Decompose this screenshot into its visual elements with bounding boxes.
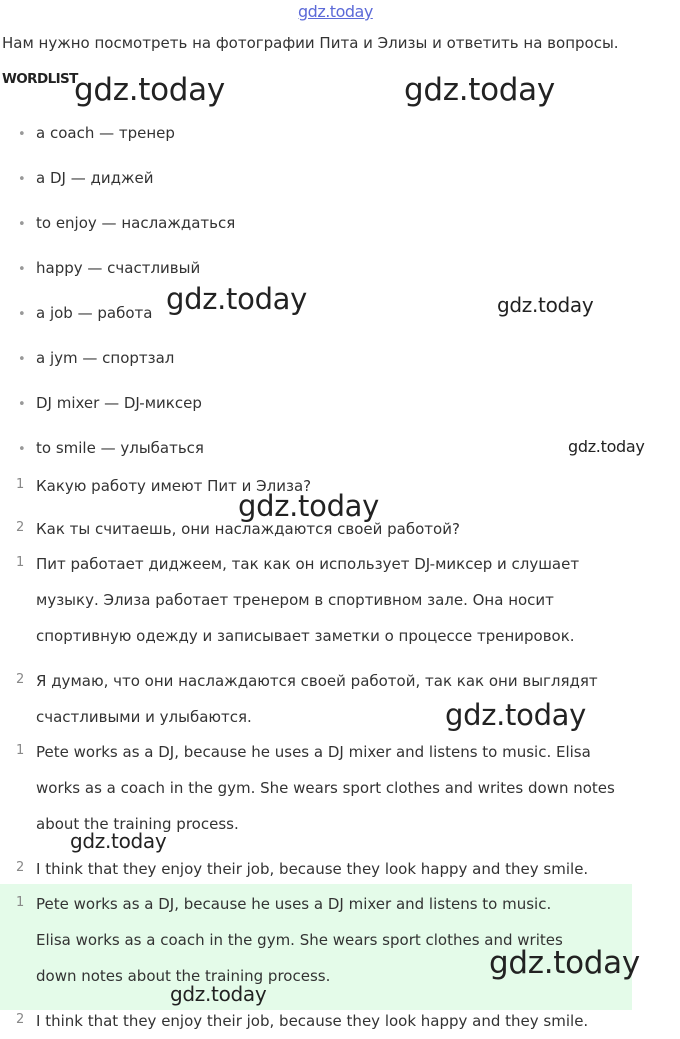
bullet-icon: • xyxy=(18,262,26,277)
watermark: gdz.today xyxy=(489,945,640,981)
answer-line: about the training process. xyxy=(36,815,239,833)
answer-line: Пит работает диджеем, так как он использует DJ-миксер и слушает xyxy=(36,555,580,573)
bullet-icon: • xyxy=(18,217,26,232)
answer-line: I think that they enjoy their job, because they look happy and they smile. xyxy=(36,860,589,878)
list-number: 2 xyxy=(16,860,25,875)
watermark: gdz.today xyxy=(170,982,267,1006)
answer-line: I think that they enjoy their job, because they look happy and they smile. xyxy=(36,1012,589,1030)
wordlist-item xyxy=(18,169,153,187)
bullet-icon: • xyxy=(18,352,26,367)
bullet-icon: • xyxy=(18,442,26,457)
intro-text: Нам нужно посмотреть на фотографии Пита и Элизы и ответить на вопросы. xyxy=(2,34,619,52)
wordlist-title: WORDLIST xyxy=(2,71,78,87)
list-number: 2 xyxy=(16,1012,25,1027)
answer-line: down notes about the training process. xyxy=(36,967,331,985)
answer-line: счастливыми и улыбаются. xyxy=(36,708,252,726)
wordlist-item xyxy=(18,349,174,367)
watermark: gdz.today xyxy=(404,72,555,108)
answer-line: спортивную одежду и записывает заметки о процессе тренировок. xyxy=(36,627,575,645)
list-number: 1 xyxy=(16,895,25,910)
list-number: 1 xyxy=(16,477,25,492)
bullet-icon: • xyxy=(18,172,26,187)
wordlist-item xyxy=(18,394,202,412)
answer-line: музыку. Элиза работает тренером в спортивном зале. Она носит xyxy=(36,591,554,609)
watermark: gdz.today xyxy=(445,698,587,732)
wordlist-item-text: a coach — тренер xyxy=(36,124,175,142)
list-number: 2 xyxy=(16,672,25,687)
watermark: gdz.today xyxy=(70,829,167,853)
answer-line: Pete works as a DJ, because he uses a DJ mixer and listens to music. Elisa xyxy=(36,743,591,761)
site-link[interactable]: gdz.today xyxy=(298,2,373,21)
answer-line: Я думаю, что они наслаждаются своей работой, так как они выглядят xyxy=(36,672,598,690)
wordlist-item-text: DJ mixer — DJ-миксер xyxy=(36,394,202,412)
answer-line: Elisa works as a coach in the gym. She wears sport clothes and writes xyxy=(36,931,563,949)
watermark: gdz.today xyxy=(497,293,594,317)
list-number: 1 xyxy=(16,743,25,758)
answer-line: Pete works as a DJ, because he uses a DJ mixer and listens to music. xyxy=(36,895,552,913)
bullet-icon: • xyxy=(18,307,26,322)
wordlist-item-text: to enjoy — наслаждаться xyxy=(36,214,236,232)
wordlist-item-text: a DJ — диджей xyxy=(36,169,154,187)
bullet-icon: • xyxy=(18,397,26,412)
wordlist-item xyxy=(18,214,235,232)
wordlist-item xyxy=(18,124,175,142)
list-number: 1 xyxy=(16,555,25,570)
wordlist-item xyxy=(18,439,204,457)
wordlist-item xyxy=(18,304,152,322)
wordlist-item-text: happy — счастливый xyxy=(36,259,201,277)
wordlist-item-text: a jym — спортзал xyxy=(36,349,175,367)
watermark: gdz.today xyxy=(74,72,225,108)
bullet-icon: • xyxy=(18,127,26,142)
question-text: Какую работу имеют Пит и Элиза? xyxy=(36,477,312,495)
wordlist-item-text: a job — работа xyxy=(36,304,153,322)
wordlist-item-text: to smile — улыбаться xyxy=(36,439,204,457)
watermark: gdz.today xyxy=(166,282,308,316)
watermark: gdz.today xyxy=(238,489,380,523)
answer-line: works as a coach in the gym. She wears sport clothes and writes down notes xyxy=(36,779,615,797)
question-text: Как ты считаешь, они наслаждаются своей работой? xyxy=(36,520,460,538)
list-number: 2 xyxy=(16,520,25,535)
watermark: gdz.today xyxy=(568,437,645,456)
wordlist-item xyxy=(18,259,200,277)
